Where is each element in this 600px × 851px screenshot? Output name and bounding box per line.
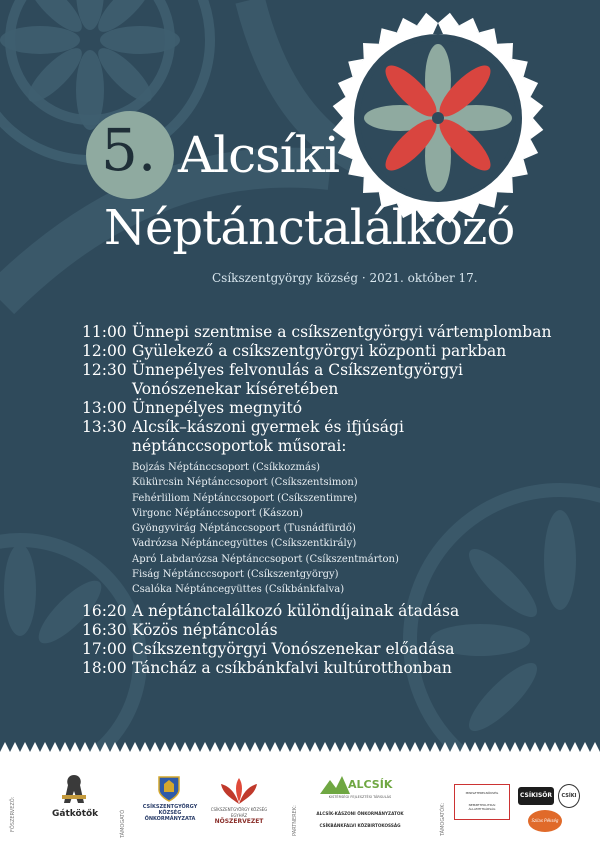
schedule-text: Közös néptáncolás — [132, 620, 278, 639]
flower-logo-icon — [219, 778, 259, 806]
group-item: Fiság Néptánccsoport (Csíkszentgyörgy) — [132, 569, 339, 581]
footer-label-sponsors: TÁMOGATÓK: — [440, 802, 446, 836]
schedule-row — [82, 380, 582, 399]
footer-label-organizer: FŐSZERVEZŐ: — [10, 796, 16, 832]
logo-line: NEMZETPOLITIKAI ÁLLAMTITKÁRSÁG — [468, 803, 496, 811]
schedule-text: Alcsík–kászoni gyermek és ifjúsági — [132, 418, 404, 436]
zigzag-border — [0, 742, 600, 756]
logo-alcsik: ALCSÍK — [348, 778, 393, 791]
schedule-text: Gyülekező a csíkszentgyörgyi központi parkban — [132, 342, 507, 360]
schedule-row — [82, 621, 582, 640]
csiki-logo — [558, 784, 580, 808]
logo-line: NŐSZERVEZET — [214, 818, 264, 825]
schedule-text: Ünnepélyes felvonulás a Csíkszentgyörgyi — [132, 361, 463, 379]
logo-line: CSÍKSZENTGYÖRGY KÖZSÉG EGYHÁZ — [210, 807, 268, 818]
group-item: Csalóka Néptáncegyüttes (Csíkbánkfalva) — [132, 584, 345, 596]
schedule — [82, 323, 582, 678]
title-line2: Néptánctalálkozó — [104, 200, 515, 256]
schedule-text: Vonószenekar kíséretében — [132, 380, 339, 398]
schedule-time: 16:30 — [82, 620, 127, 639]
schedule-row — [82, 418, 582, 437]
logo-gatkotok: Gátkötők — [52, 809, 99, 819]
schedule-row — [82, 437, 582, 456]
schedule-row — [82, 640, 582, 659]
group-item: Virgonc Néptánccsoport (Kászon) — [132, 507, 304, 519]
logo-line: KÖZSÉG — [158, 810, 182, 816]
logo-noszervezet — [206, 807, 272, 825]
bakery-logo — [528, 810, 562, 832]
logo-line: ALCSÍK-KÁSZONI ÖNKORMÁNYZATOK — [316, 811, 404, 816]
logo-text: CSÍKI — [561, 793, 577, 799]
schedule-text: A néptánctalálkozó különdíjainak átadása — [132, 601, 460, 620]
dancer-logo-icon — [60, 773, 88, 807]
schedule-row — [82, 602, 582, 621]
schedule-text: Táncház a csíkbánkfalvi kultúrotthonban — [132, 658, 452, 677]
group-item: Gyöngyvirág Néptánccsoport (Tusnádfürdő) — [132, 523, 356, 535]
schedule-text: Ünnepélyes megnyitó — [132, 399, 303, 417]
group-item: Bojzás Néptánccsoport (Csíkkozmás) — [132, 462, 321, 473]
schedule-text: Csíkszentgyörgyi Vonószenekar előadása — [132, 639, 455, 658]
group-item: Apró Labdarózsa Néptánccsoport (Csíkszentmárton) — [132, 553, 399, 565]
title-number: 5. — [101, 116, 157, 184]
schedule-time — [82, 437, 132, 456]
schedule-time: 11:00 — [82, 323, 127, 341]
footer-label-partners: PARTNEREK: — [292, 805, 298, 836]
schedule-row — [82, 361, 582, 380]
logo-text: CSÍKISÖR — [520, 792, 552, 799]
schedule-time: 16:20 — [82, 601, 127, 620]
group-item: Fehérliliom Néptánccsoport (Csíkszentimre) — [132, 492, 358, 504]
schedule-time — [82, 380, 132, 399]
schedule-time: 17:00 — [82, 639, 127, 658]
coat-of-arms-icon — [158, 776, 180, 802]
schedule-row — [82, 323, 582, 342]
logo-partners-text — [314, 808, 406, 832]
subtitle: Csíkszentgyörgy község · 2021. október 17. — [212, 271, 478, 285]
group-list — [82, 460, 582, 598]
logo-line: ÖNKORMÁNYZATA — [144, 816, 196, 822]
schedule-row — [82, 399, 582, 418]
title-line1: Alcsíki — [178, 126, 340, 184]
sponsor-footer — [0, 752, 600, 851]
schedule-time: 13:30 — [82, 418, 127, 436]
logo-csikszentgyorgy — [140, 804, 200, 822]
logo-alcsik-sub: KISTÉRSÉGI FEJLESZTÉSI TÁRSULÁS — [328, 795, 392, 799]
mountain-logo-icon — [320, 776, 350, 794]
schedule-row — [82, 342, 582, 361]
footer-label-support: TÁMOGATÓ — [120, 809, 126, 838]
schedule-time: 18:00 — [82, 658, 127, 677]
schedule-time: 12:30 — [82, 361, 127, 379]
logo-text: Szilas Pékség — [531, 818, 559, 823]
ministry-logo-box — [454, 784, 510, 820]
logo-line: CSÍKSZENTGYÖRGY — [142, 804, 198, 810]
schedule-text: néptánccsoportok műsorai: — [132, 437, 347, 455]
csikisor-logo — [518, 787, 554, 805]
group-item: Vadrózsa Néptáncegyüttes (Csíkszentkirály) — [132, 538, 357, 550]
logo-line: CSÍKBÁNKFALVI KÖZBIRTOKOSSÁG — [319, 823, 401, 828]
group-item: Kükürcsin Néptánccsoport (Csíkszentsimon) — [132, 477, 358, 489]
schedule-time: 13:00 — [82, 399, 127, 417]
logo-line: MINISZTERELNÖKSÉG — [465, 791, 499, 795]
schedule-time: 12:00 — [82, 342, 127, 360]
schedule-row — [82, 659, 582, 678]
schedule-text: Ünnepi szentmise a csíkszentgyörgyi vártemplomban — [132, 323, 552, 341]
